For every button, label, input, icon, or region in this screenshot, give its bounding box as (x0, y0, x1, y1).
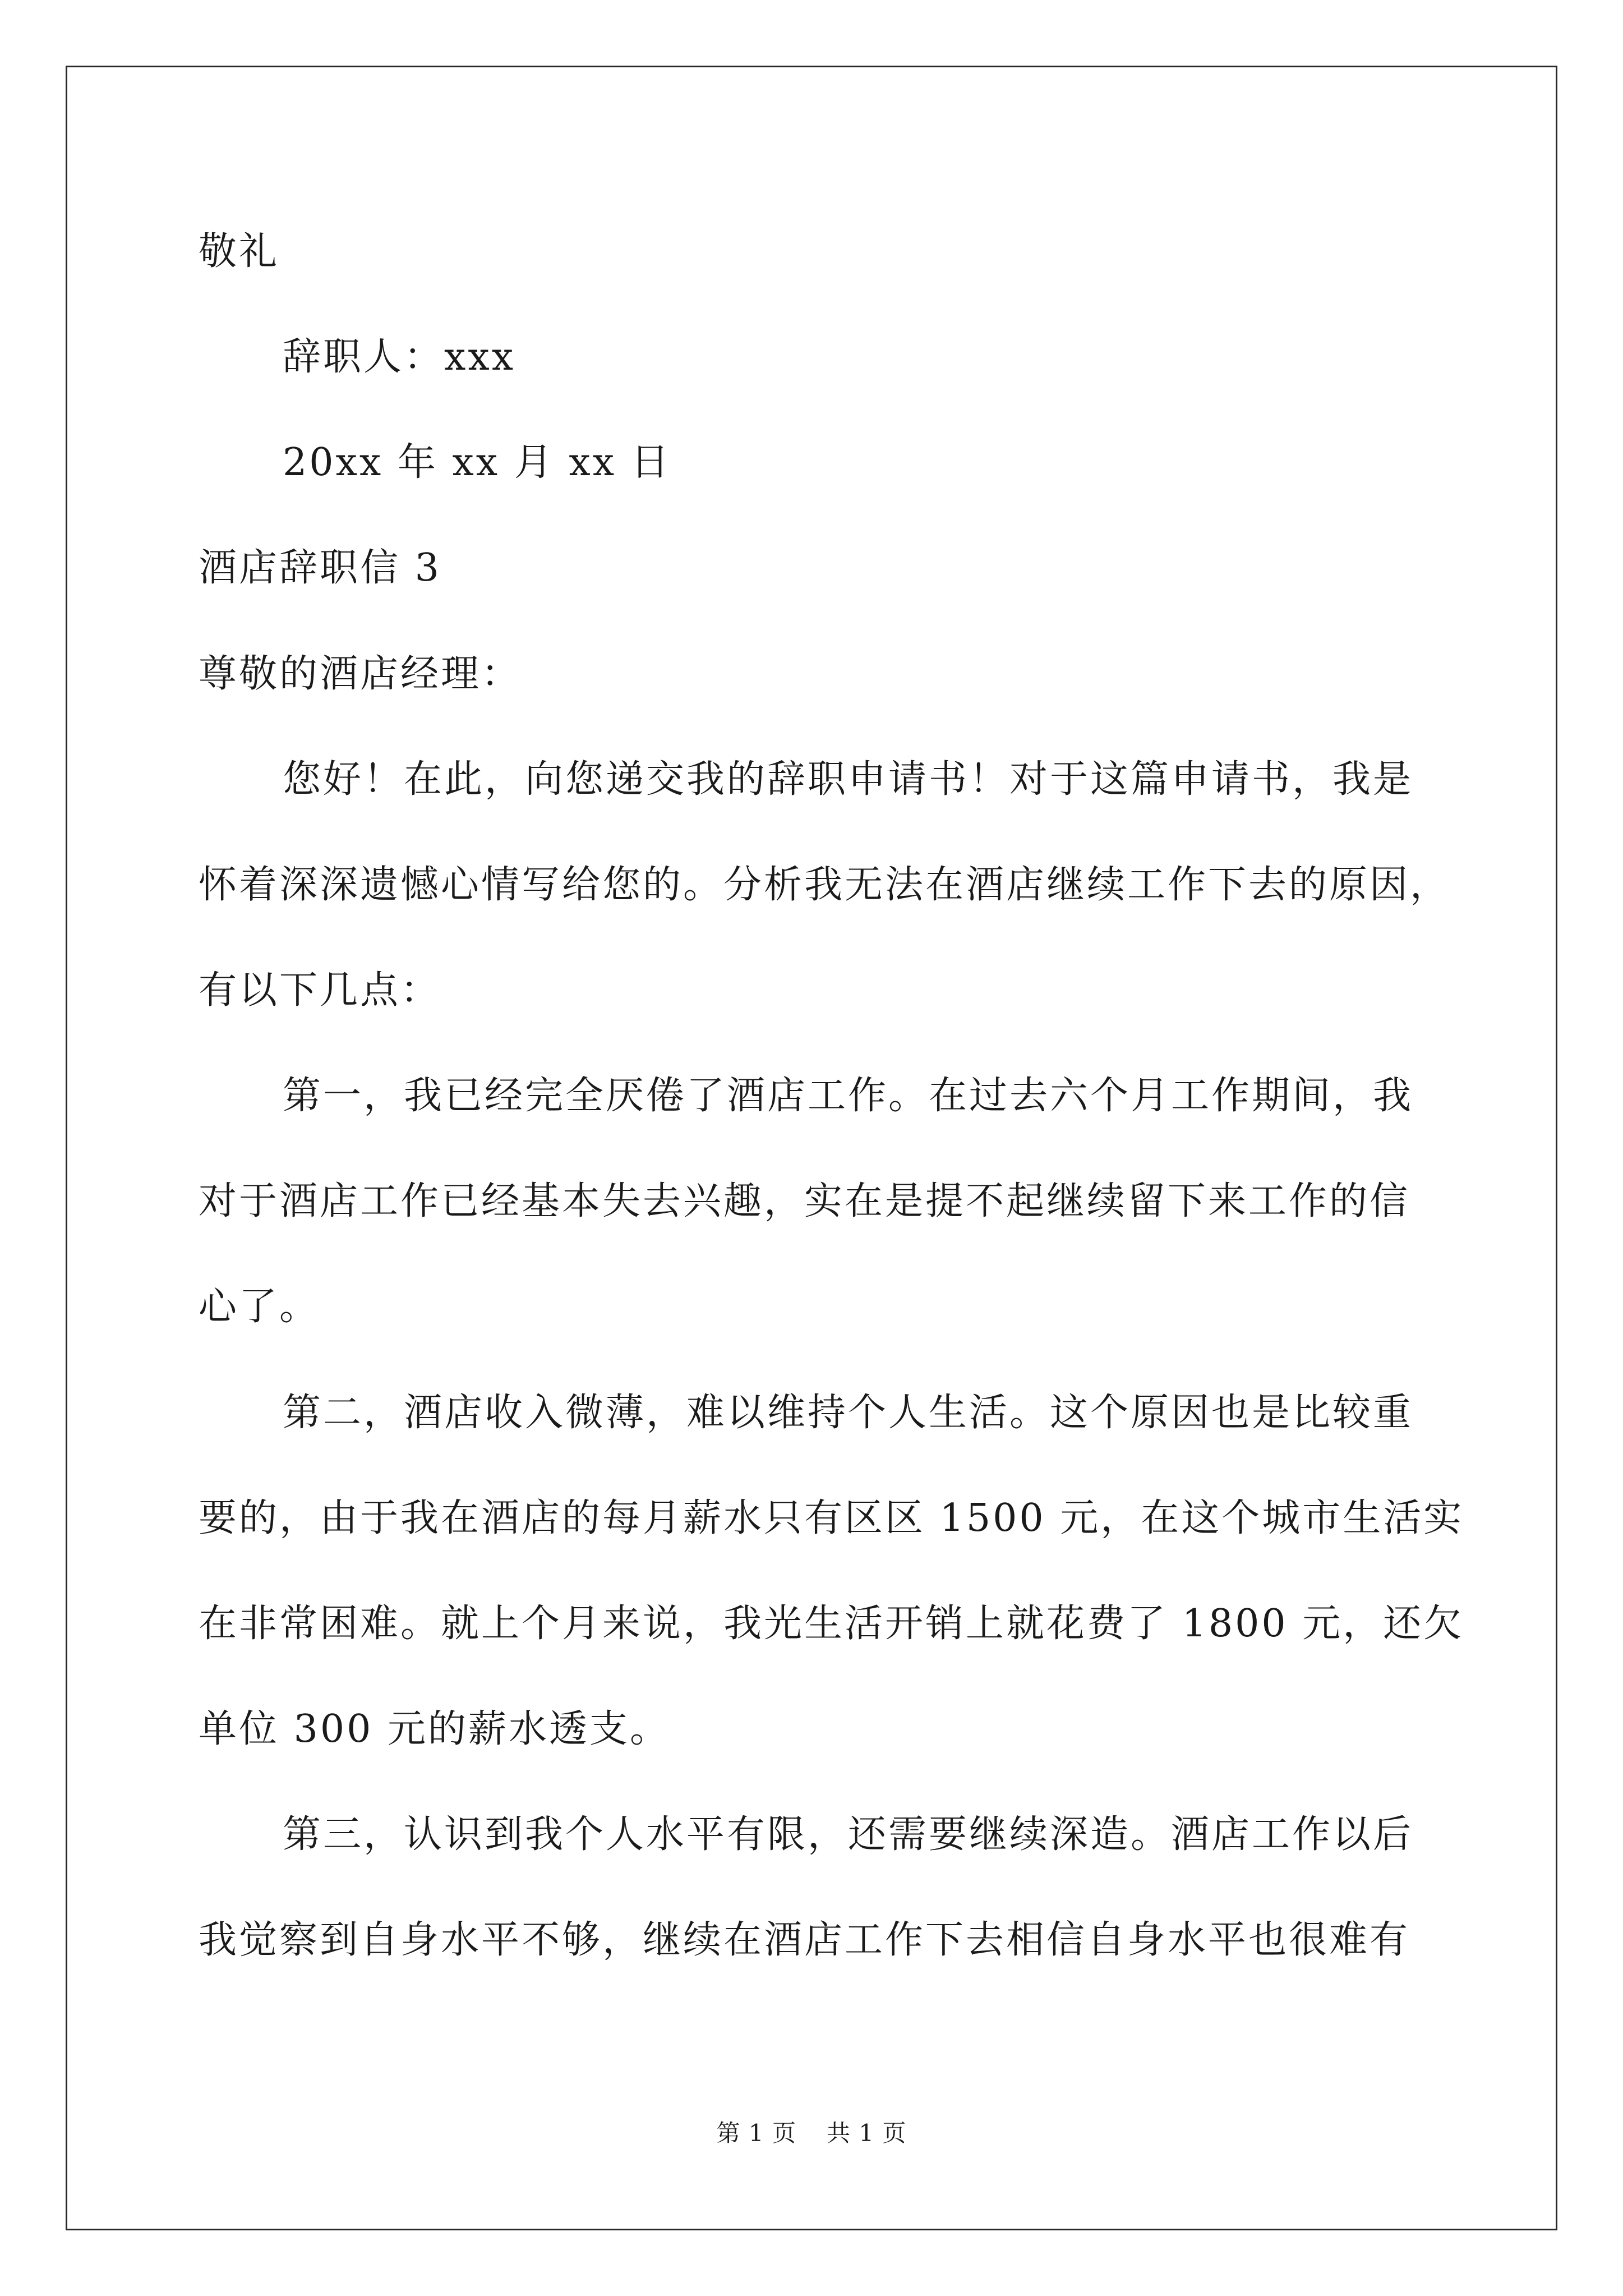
closing-salutation: 敬礼 (199, 229, 280, 274)
paragraph-line: 有以下几点： (199, 968, 441, 1013)
page-total: 共 1 页 (827, 2119, 907, 2147)
paragraph-line: 单位 300 元的薪水透支。 (199, 1707, 671, 1751)
page-footer (0, 2115, 1623, 2148)
paragraph-line: 对于酒店工作已经基本失去兴趣，实在是提不起继续留下来工作的信 (199, 1179, 1410, 1223)
greeting-line: 尊敬的酒店经理： (199, 652, 522, 696)
paragraph-line: 您好！在此，向您递交我的辞职申请书！对于这篇申请书，我是 (283, 757, 1414, 802)
page-number: 第 1 页 (716, 2119, 796, 2147)
paragraph-line: 心了。 (199, 1285, 320, 1329)
paragraph-line: 第三，认识到我个人水平有限，还需要继续深造。酒店工作以后 (283, 1812, 1414, 1857)
paragraph-line: 第一，我已经完全厌倦了酒店工作。在过去六个月工作期间，我 (283, 1074, 1414, 1118)
date-line: 20xx 年 xx 月 xx 日 (283, 440, 671, 485)
signer-line: 辞职人：xxx (283, 335, 516, 379)
paragraph-line: 在非常困难。就上个月来说，我光生活开销上就花费了 1800 元，还欠 (199, 1602, 1464, 1646)
paragraph-line: 我觉察到自身水平不够，继续在酒店工作下去相信自身水平也很难有 (199, 1918, 1410, 1962)
page-border (66, 66, 1557, 2230)
paragraph-line: 第二，酒店收入微薄，难以维持个人生活。这个原因也是比较重 (283, 1391, 1414, 1435)
paragraph-line: 怀着深深遗憾心情写给您的。分析我无法在酒店继续工作下去的原因， (199, 863, 1451, 907)
paragraph-line: 要的，由于我在酒店的每月薪水只有区区 1500 元，在这个城市生活实 (199, 1496, 1464, 1540)
letter-title: 酒店辞职信 3 (199, 546, 441, 590)
